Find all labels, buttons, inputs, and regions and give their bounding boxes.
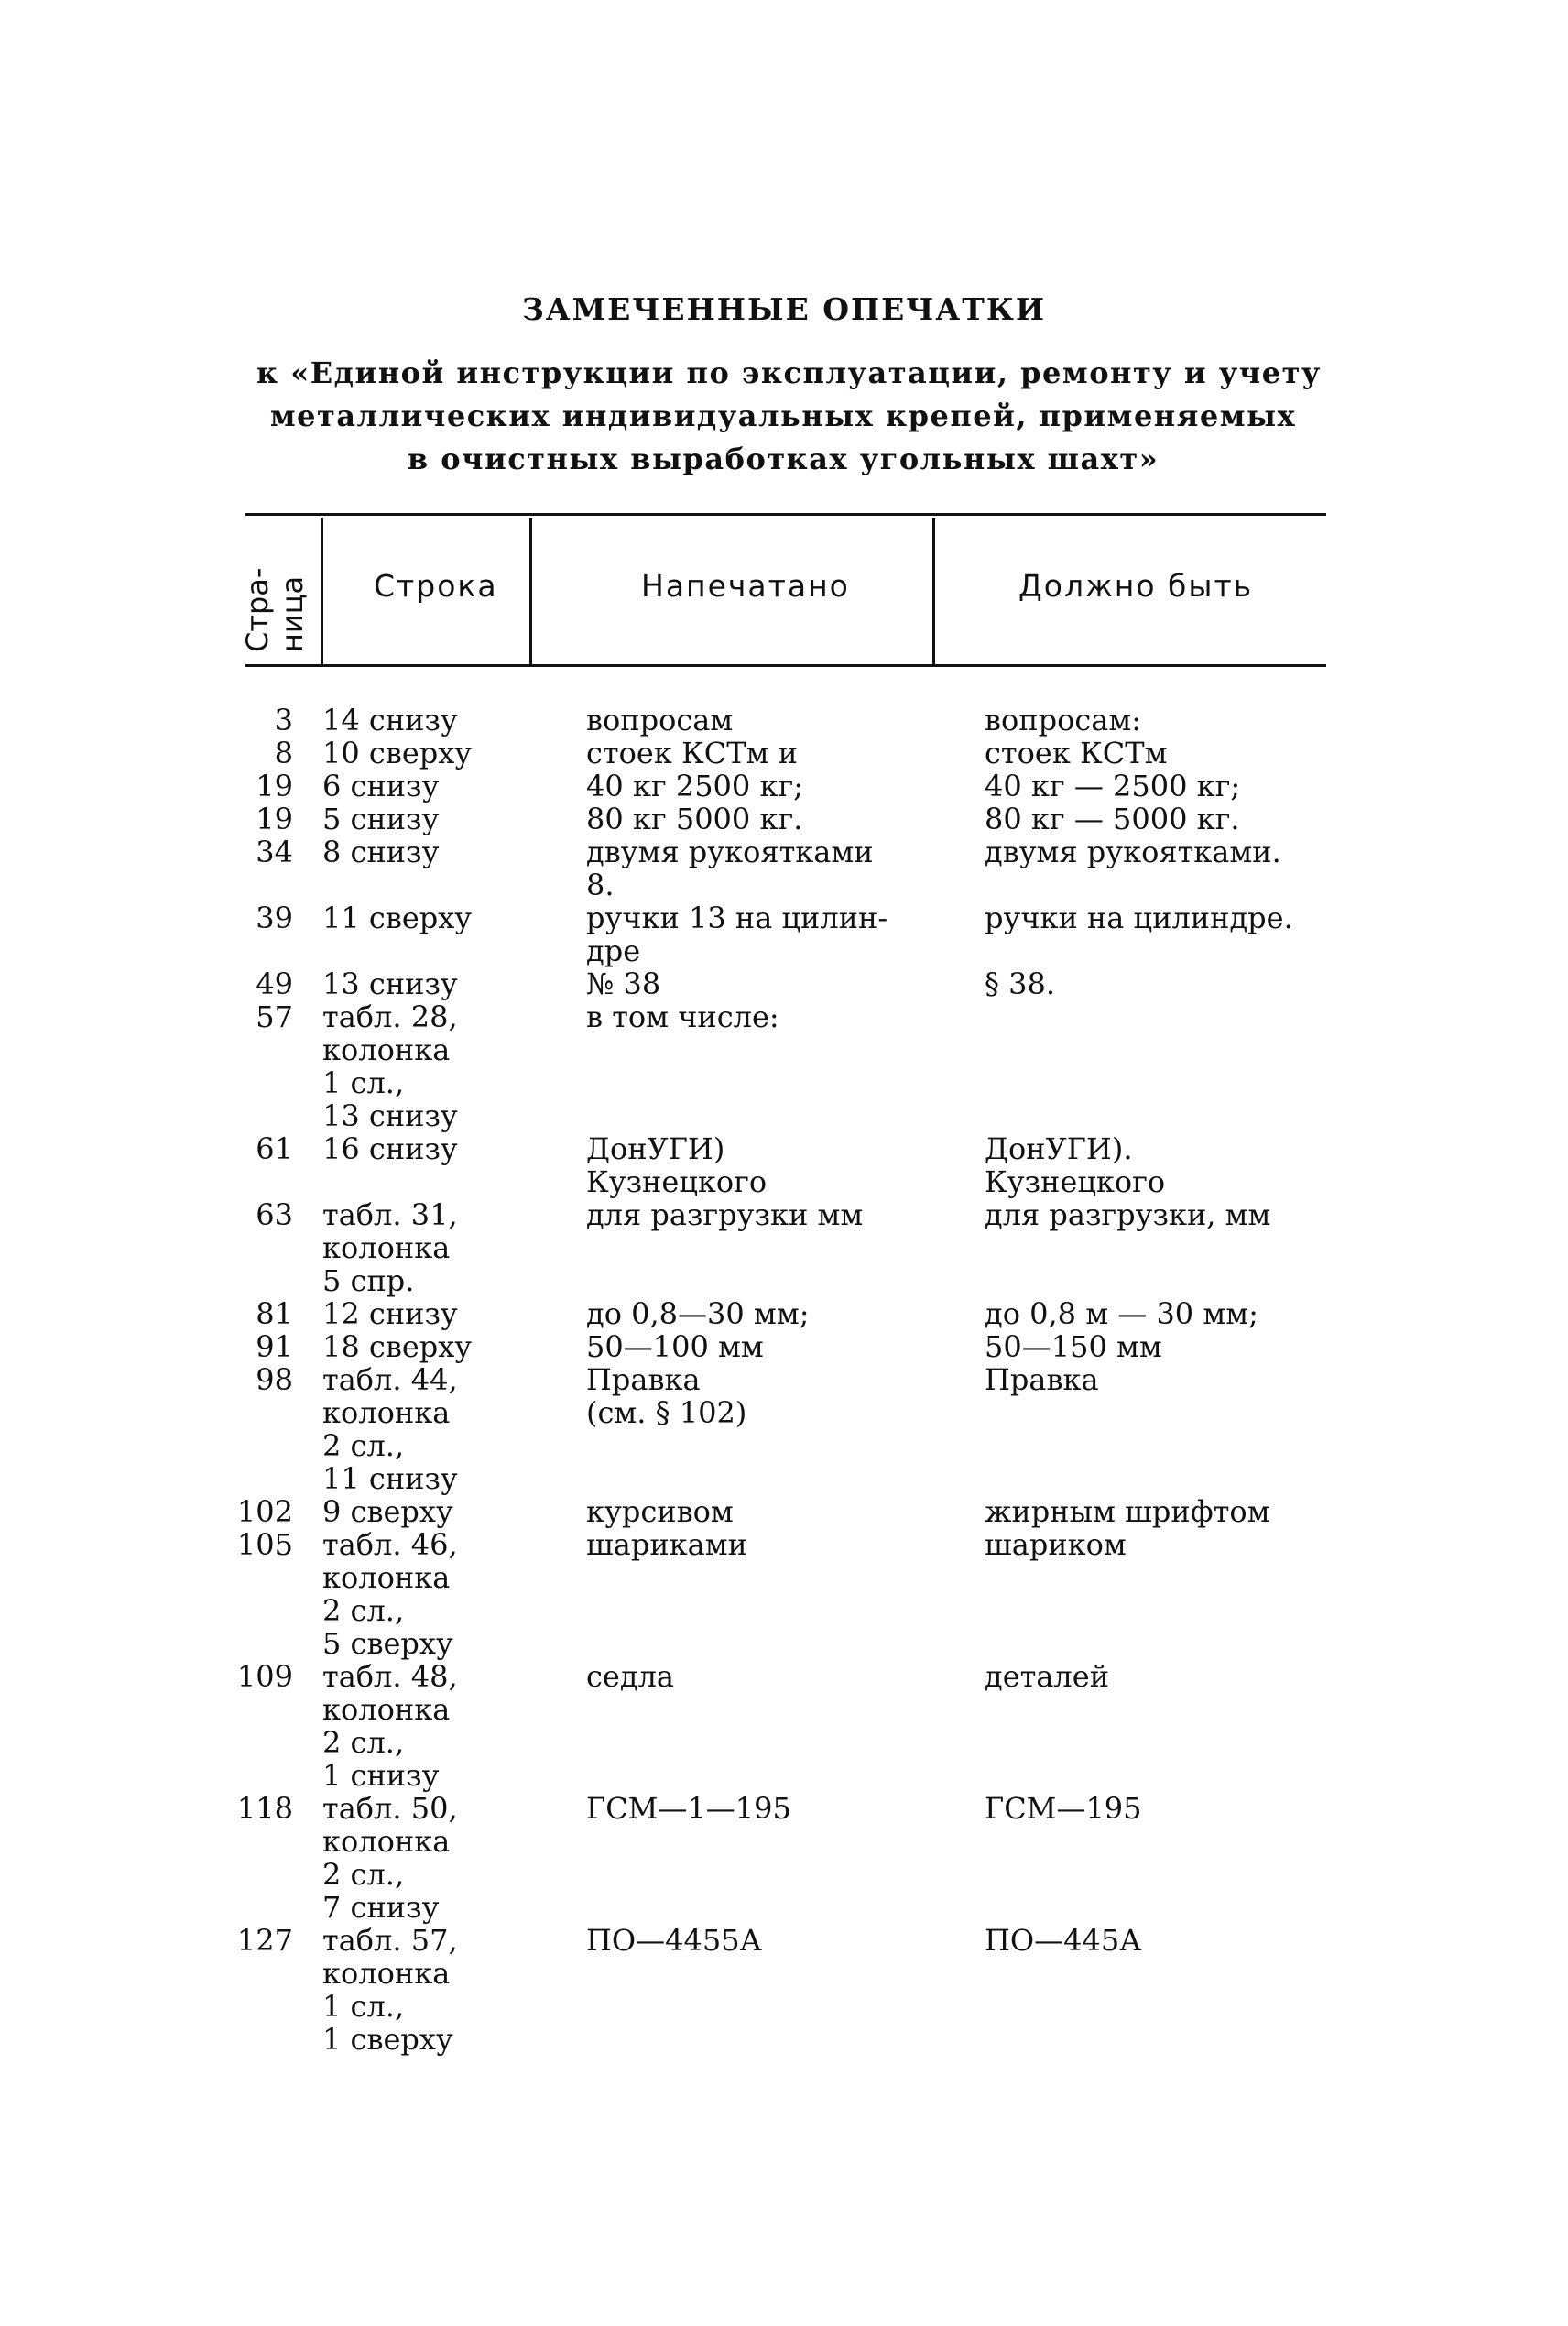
cell-page: 57 xyxy=(256,999,293,1034)
cell-page: 98 xyxy=(256,1362,293,1397)
cell-correct: двумя рукоятками. xyxy=(985,835,1281,869)
table-row xyxy=(0,803,1568,835)
cell-correct: ручки на цилиндре. xyxy=(985,901,1293,935)
cell-correct: 50—150 мм xyxy=(985,1329,1162,1364)
cell-printed: для разгрузки мм xyxy=(586,1197,864,1232)
cell-line: 9 сверху xyxy=(322,1494,453,1529)
document-subtitle xyxy=(256,352,1322,481)
cell-line: табл. 50, колонка 2 сл., 7 снизу xyxy=(322,1791,458,1925)
header-bottom-rule xyxy=(245,664,1326,667)
cell-printed: вопросам xyxy=(586,703,734,737)
cell-line: 10 сверху xyxy=(322,736,473,770)
cell-correct: жирным шрифтом xyxy=(985,1494,1270,1529)
cell-printed: ПО—4455А xyxy=(586,1923,762,1958)
column-header-correct: Должно быть xyxy=(1018,568,1254,604)
cell-printed: курсивом xyxy=(586,1494,734,1529)
table-row xyxy=(0,1495,1568,1528)
cell-line: табл. 48, колонка 2 сл., 1 снизу xyxy=(322,1659,458,1793)
cell-page: 63 xyxy=(256,1197,293,1232)
header-divider xyxy=(529,518,532,664)
cell-correct: вопросам: xyxy=(985,703,1142,737)
header-top-rule xyxy=(245,513,1326,516)
cell-line: 5 снизу xyxy=(322,802,440,836)
cell-line: 8 снизу xyxy=(322,835,440,869)
table-row xyxy=(0,1000,1568,1132)
cell-printed: до 0,8—30 мм; xyxy=(586,1296,810,1331)
cell-line: 18 сверху xyxy=(322,1329,473,1364)
cell-line: 11 сверху xyxy=(322,901,473,935)
cell-correct: 40 кг — 2500 кг; xyxy=(985,769,1241,803)
cell-printed: седла xyxy=(586,1659,674,1694)
table-row xyxy=(0,1132,1568,1198)
cell-correct: Правка xyxy=(985,1362,1099,1397)
cell-page: 19 xyxy=(256,802,293,836)
table-row xyxy=(0,1330,1568,1363)
page-title: ЗАМЕЧЕННЫЕ ОПЕЧАТКИ xyxy=(521,291,1047,327)
cell-correct: ДонУГИ). Кузнецкого xyxy=(985,1131,1166,1199)
cell-page: 61 xyxy=(256,1131,293,1166)
cell-line: 16 снизу xyxy=(322,1131,458,1166)
table-row xyxy=(0,737,1568,770)
cell-printed: Правка (см. § 102) xyxy=(586,1362,747,1430)
cell-line: 12 снизу xyxy=(322,1296,458,1331)
cell-printed: ручки 13 на цилин- дре xyxy=(586,901,888,968)
column-header-page-line: ница xyxy=(275,575,310,652)
table-row xyxy=(0,1924,1568,2056)
cell-line: табл. 44, колонка 2 сл., 11 снизу xyxy=(322,1362,458,1496)
column-header-page xyxy=(240,567,341,652)
cell-page: 109 xyxy=(236,1659,293,1694)
cell-line: 13 снизу xyxy=(322,966,458,1001)
table-row xyxy=(0,835,1568,901)
table-row xyxy=(0,704,1568,737)
column-header-page-line: Стра- xyxy=(240,567,275,652)
errata-table-body xyxy=(0,704,1568,2056)
table-row xyxy=(0,1528,1568,1660)
cell-printed: стоек КСТм и xyxy=(586,736,798,770)
cell-correct: 80 кг — 5000 кг. xyxy=(985,802,1240,836)
cell-correct: шариком xyxy=(985,1527,1127,1562)
cell-page: 81 xyxy=(256,1296,293,1331)
cell-correct: для разгрузки, мм xyxy=(985,1197,1271,1232)
cell-line: табл. 46, колонка 2 сл., 5 сверху xyxy=(322,1527,458,1661)
subtitle-line: в очистных выработках угольных шахт» xyxy=(407,442,1160,476)
cell-printed: 40 кг 2500 кг; xyxy=(586,769,803,803)
cell-page: 102 xyxy=(236,1494,293,1529)
cell-correct: стоек КСТм xyxy=(985,736,1168,770)
table-row xyxy=(0,967,1568,1000)
cell-page: 34 xyxy=(256,835,293,869)
cell-printed: двумя рукоятками 8. xyxy=(586,835,874,902)
cell-page: 127 xyxy=(236,1923,293,1958)
cell-page: 19 xyxy=(256,769,293,803)
cell-correct: ГСМ—195 xyxy=(985,1791,1142,1826)
cell-page: 39 xyxy=(256,901,293,935)
header-divider xyxy=(932,518,935,664)
cell-correct: до 0,8 м — 30 мм; xyxy=(985,1296,1258,1331)
column-header-printed: Напечатано xyxy=(641,568,850,604)
cell-correct: § 38. xyxy=(985,966,1056,1001)
cell-page: 91 xyxy=(256,1329,293,1364)
cell-printed: 80 кг 5000 кг. xyxy=(586,802,803,836)
column-header-line: Строка xyxy=(374,568,498,604)
cell-printed: 50—100 мм xyxy=(586,1329,764,1364)
cell-correct: ПО—445А xyxy=(985,1923,1142,1958)
cell-printed: в том числе: xyxy=(586,999,779,1034)
cell-page: 105 xyxy=(236,1527,293,1562)
table-row xyxy=(0,1198,1568,1297)
subtitle-line: к «Единой инструкции по эксплуатации, ремонту и учету xyxy=(256,355,1322,390)
cell-printed: ДонУГИ) Кузнецкого xyxy=(586,1131,768,1199)
table-row xyxy=(0,770,1568,803)
cell-page: 118 xyxy=(236,1791,293,1826)
cell-page: 49 xyxy=(256,966,293,1001)
table-row xyxy=(0,1363,1568,1495)
cell-line: 6 снизу xyxy=(322,769,440,803)
cell-line: табл. 31, колонка 5 спр. xyxy=(322,1197,458,1298)
cell-line: 14 снизу xyxy=(322,703,458,737)
cell-printed: № 38 xyxy=(586,966,661,1001)
cell-correct: деталей xyxy=(985,1659,1110,1694)
table-row xyxy=(0,1660,1568,1792)
cell-line: табл. 57, колонка 1 сл., 1 сверху xyxy=(322,1923,458,2057)
table-row xyxy=(0,901,1568,967)
cell-line: табл. 28, колонка 1 сл., 13 снизу xyxy=(322,999,458,1133)
cell-printed: ГСМ—1—195 xyxy=(586,1791,791,1826)
table-row xyxy=(0,1297,1568,1330)
table-row xyxy=(0,1792,1568,1924)
cell-page: 8 xyxy=(274,736,293,770)
cell-printed: шариками xyxy=(586,1527,747,1562)
subtitle-line: металлических индивидуальных крепей, применяемых xyxy=(269,399,1297,433)
cell-page: 3 xyxy=(274,703,293,737)
